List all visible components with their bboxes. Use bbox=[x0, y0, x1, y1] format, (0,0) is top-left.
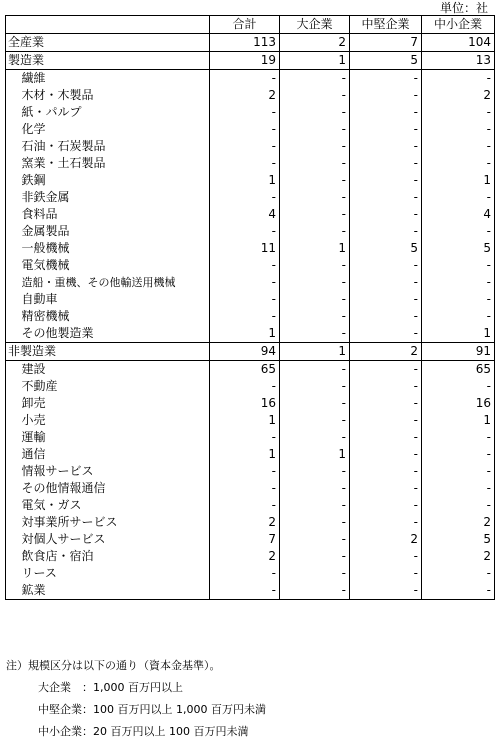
table-row bbox=[6, 429, 495, 446]
large-cell: - bbox=[280, 463, 350, 480]
industry-label: 一般機械 bbox=[20, 240, 210, 257]
industry-label: 石油・石炭製品 bbox=[20, 138, 210, 155]
small-cell: - bbox=[422, 378, 495, 395]
table-row bbox=[6, 343, 495, 361]
header-total: 合計 bbox=[210, 16, 280, 34]
small-cell: 2 bbox=[422, 87, 495, 104]
total-cell: 19 bbox=[210, 52, 280, 70]
large-cell: 2 bbox=[280, 34, 350, 52]
industry-label: 飲食店・宿泊 bbox=[20, 548, 210, 565]
table-row bbox=[6, 70, 495, 88]
total-cell: - bbox=[210, 565, 280, 582]
table-row bbox=[6, 565, 495, 582]
small-cell: 4 bbox=[422, 206, 495, 223]
medium-cell: - bbox=[350, 70, 422, 88]
header-medium: 中堅企業 bbox=[350, 16, 422, 34]
note-heading: 注）規模区分は以下の通り（資本金基準）。 bbox=[6, 659, 221, 672]
table-row bbox=[6, 463, 495, 480]
indent-cell bbox=[6, 121, 20, 138]
small-cell: 91 bbox=[422, 343, 495, 361]
large-cell: - bbox=[280, 206, 350, 223]
table-row bbox=[6, 257, 495, 274]
small-cell: - bbox=[422, 155, 495, 172]
medium-cell: - bbox=[350, 429, 422, 446]
indent-cell bbox=[6, 325, 20, 343]
total-cell: 1 bbox=[210, 172, 280, 189]
table-row bbox=[6, 531, 495, 548]
indent-cell bbox=[6, 240, 20, 257]
industry-label: 情報サービス bbox=[20, 463, 210, 480]
total-cell: 1 bbox=[210, 446, 280, 463]
small-cell: - bbox=[422, 138, 495, 155]
large-cell: - bbox=[280, 325, 350, 343]
company-count-table bbox=[5, 15, 495, 600]
total-cell: - bbox=[210, 429, 280, 446]
table-row bbox=[6, 480, 495, 497]
medium-cell: - bbox=[350, 514, 422, 531]
medium-cell: - bbox=[350, 582, 422, 600]
table-body bbox=[6, 34, 495, 600]
total-cell: - bbox=[210, 582, 280, 600]
note-line-medium: 中堅企業：100 百万円以上 1,000 百万円未満 bbox=[38, 703, 266, 716]
industry-label: 対事業所サービス bbox=[20, 514, 210, 531]
large-cell: - bbox=[280, 70, 350, 88]
total-cell: 2 bbox=[210, 514, 280, 531]
industry-label: その他情報通信 bbox=[20, 480, 210, 497]
total-cell: - bbox=[210, 463, 280, 480]
table-row bbox=[6, 274, 495, 291]
large-cell: - bbox=[280, 548, 350, 565]
industry-label: 電気・ガス bbox=[20, 497, 210, 514]
small-cell: 2 bbox=[422, 548, 495, 565]
total-cell: 65 bbox=[210, 361, 280, 379]
total-cell: 4 bbox=[210, 206, 280, 223]
medium-cell: 5 bbox=[350, 240, 422, 257]
indent-cell bbox=[6, 565, 20, 582]
indent-cell bbox=[6, 291, 20, 308]
total-cell: - bbox=[210, 189, 280, 206]
medium-cell: - bbox=[350, 548, 422, 565]
total-cell: 113 bbox=[210, 34, 280, 52]
industry-label: 卸売 bbox=[20, 395, 210, 412]
total-cell: 11 bbox=[210, 240, 280, 257]
medium-cell: - bbox=[350, 480, 422, 497]
indent-cell bbox=[6, 378, 20, 395]
indent-cell bbox=[6, 206, 20, 223]
large-cell: - bbox=[280, 291, 350, 308]
header-blank bbox=[6, 16, 210, 34]
large-cell: - bbox=[280, 531, 350, 548]
large-cell: - bbox=[280, 480, 350, 497]
indent-cell bbox=[6, 361, 20, 379]
large-cell: 1 bbox=[280, 52, 350, 70]
medium-cell: 7 bbox=[350, 34, 422, 52]
total-cell: - bbox=[210, 223, 280, 240]
table-row bbox=[6, 412, 495, 429]
small-cell: - bbox=[422, 429, 495, 446]
industry-label: その他製造業 bbox=[20, 325, 210, 343]
note-line-small: 中小企業：20 百万円以上 100 百万円未満 bbox=[38, 725, 249, 738]
large-cell: - bbox=[280, 121, 350, 138]
total-cell: 94 bbox=[210, 343, 280, 361]
industry-label: 非鉄金属 bbox=[20, 189, 210, 206]
table-row bbox=[6, 52, 495, 70]
table-row bbox=[6, 291, 495, 308]
header-small: 中小企業 bbox=[422, 16, 495, 34]
notes bbox=[6, 658, 266, 740]
small-cell: 104 bbox=[422, 34, 495, 52]
total-cell: - bbox=[210, 378, 280, 395]
small-cell: - bbox=[422, 446, 495, 463]
medium-cell: - bbox=[350, 274, 422, 291]
medium-cell: - bbox=[350, 172, 422, 189]
indent-cell bbox=[6, 223, 20, 240]
large-cell: - bbox=[280, 138, 350, 155]
large-cell: - bbox=[280, 565, 350, 582]
industry-label: 鉄鋼 bbox=[20, 172, 210, 189]
medium-cell: - bbox=[350, 361, 422, 379]
medium-cell: - bbox=[350, 325, 422, 343]
small-cell: 1 bbox=[422, 412, 495, 429]
medium-cell: 2 bbox=[350, 343, 422, 361]
industry-label: 窯業・土石製品 bbox=[20, 155, 210, 172]
header-row bbox=[6, 16, 495, 34]
medium-cell: - bbox=[350, 412, 422, 429]
total-cell: - bbox=[210, 155, 280, 172]
industry-label: 電気機械 bbox=[20, 257, 210, 274]
table-row bbox=[6, 172, 495, 189]
table-row bbox=[6, 548, 495, 565]
large-cell: - bbox=[280, 378, 350, 395]
indent-cell bbox=[6, 189, 20, 206]
table-row bbox=[6, 34, 495, 52]
small-cell: - bbox=[422, 582, 495, 600]
small-cell: - bbox=[422, 223, 495, 240]
indent-cell bbox=[6, 429, 20, 446]
industry-label: 建設 bbox=[20, 361, 210, 379]
large-cell: - bbox=[280, 429, 350, 446]
industry-label: 繊維 bbox=[20, 70, 210, 88]
industry-label: 食料品 bbox=[20, 206, 210, 223]
category-label: 非製造業 bbox=[6, 343, 210, 361]
total-cell: - bbox=[210, 138, 280, 155]
large-cell: 1 bbox=[280, 446, 350, 463]
total-cell: - bbox=[210, 497, 280, 514]
total-cell: - bbox=[210, 291, 280, 308]
small-cell: - bbox=[422, 257, 495, 274]
table-row bbox=[6, 497, 495, 514]
total-cell: 2 bbox=[210, 548, 280, 565]
total-cell: 1 bbox=[210, 412, 280, 429]
indent-cell bbox=[6, 104, 20, 121]
category-label: 製造業 bbox=[6, 52, 210, 70]
total-cell: - bbox=[210, 308, 280, 325]
industry-label: 精密機械 bbox=[20, 308, 210, 325]
medium-cell: - bbox=[350, 565, 422, 582]
small-cell: - bbox=[422, 291, 495, 308]
small-cell: - bbox=[422, 480, 495, 497]
small-cell: 1 bbox=[422, 172, 495, 189]
indent-cell bbox=[6, 308, 20, 325]
large-cell: - bbox=[280, 104, 350, 121]
table-row bbox=[6, 582, 495, 600]
industry-label: 不動産 bbox=[20, 378, 210, 395]
medium-cell: - bbox=[350, 378, 422, 395]
industry-label: 金属製品 bbox=[20, 223, 210, 240]
large-cell: 1 bbox=[280, 343, 350, 361]
industry-label: 対個人サービス bbox=[20, 531, 210, 548]
medium-cell: 2 bbox=[350, 531, 422, 548]
table-row bbox=[6, 104, 495, 121]
table-row bbox=[6, 325, 495, 343]
total-cell: 2 bbox=[210, 87, 280, 104]
industry-label: 化学 bbox=[20, 121, 210, 138]
table-row bbox=[6, 361, 495, 379]
medium-cell: - bbox=[350, 497, 422, 514]
medium-cell: - bbox=[350, 446, 422, 463]
large-cell: - bbox=[280, 172, 350, 189]
large-cell: - bbox=[280, 497, 350, 514]
large-cell: - bbox=[280, 223, 350, 240]
small-cell: 13 bbox=[422, 52, 495, 70]
table-row bbox=[6, 138, 495, 155]
industry-label: 造船・重機、その他輸送用機械 bbox=[20, 274, 210, 291]
medium-cell: - bbox=[350, 395, 422, 412]
indent-cell bbox=[6, 395, 20, 412]
small-cell: 5 bbox=[422, 240, 495, 257]
table-row bbox=[6, 189, 495, 206]
table-row bbox=[6, 446, 495, 463]
small-cell: 16 bbox=[422, 395, 495, 412]
indent-cell bbox=[6, 446, 20, 463]
indent-cell bbox=[6, 531, 20, 548]
indent-cell bbox=[6, 582, 20, 600]
medium-cell: - bbox=[350, 308, 422, 325]
industry-label: 通信 bbox=[20, 446, 210, 463]
unit-label: 単位：社 bbox=[439, 1, 488, 15]
medium-cell: - bbox=[350, 138, 422, 155]
total-cell: 7 bbox=[210, 531, 280, 548]
large-cell: - bbox=[280, 274, 350, 291]
small-cell: - bbox=[422, 565, 495, 582]
large-cell: - bbox=[280, 189, 350, 206]
total-cell: - bbox=[210, 257, 280, 274]
small-cell: - bbox=[422, 189, 495, 206]
large-cell: - bbox=[280, 395, 350, 412]
medium-cell: - bbox=[350, 121, 422, 138]
industry-label: リース bbox=[20, 565, 210, 582]
table-row bbox=[6, 87, 495, 104]
small-cell: 5 bbox=[422, 531, 495, 548]
industry-label: 紙・パルプ bbox=[20, 104, 210, 121]
indent-cell bbox=[6, 257, 20, 274]
industry-label: 木材・木製品 bbox=[20, 87, 210, 104]
small-cell: 1 bbox=[422, 325, 495, 343]
small-cell: 2 bbox=[422, 514, 495, 531]
indent-cell bbox=[6, 87, 20, 104]
total-cell: - bbox=[210, 104, 280, 121]
large-cell: - bbox=[280, 155, 350, 172]
total-cell: - bbox=[210, 480, 280, 497]
large-cell: - bbox=[280, 412, 350, 429]
small-cell: - bbox=[422, 274, 495, 291]
large-cell: - bbox=[280, 87, 350, 104]
indent-cell bbox=[6, 514, 20, 531]
table-row bbox=[6, 223, 495, 240]
industry-label: 鉱業 bbox=[20, 582, 210, 600]
note-line-large: 大企業 ：1,000 百万円以上 bbox=[38, 681, 183, 694]
medium-cell: - bbox=[350, 291, 422, 308]
indent-cell bbox=[6, 172, 20, 189]
table-row bbox=[6, 206, 495, 223]
medium-cell: 5 bbox=[350, 52, 422, 70]
indent-cell bbox=[6, 412, 20, 429]
table-row bbox=[6, 121, 495, 138]
table-row bbox=[6, 514, 495, 531]
medium-cell: - bbox=[350, 257, 422, 274]
indent-cell bbox=[6, 480, 20, 497]
medium-cell: - bbox=[350, 87, 422, 104]
large-cell: - bbox=[280, 514, 350, 531]
medium-cell: - bbox=[350, 189, 422, 206]
indent-cell bbox=[6, 70, 20, 88]
small-cell: - bbox=[422, 104, 495, 121]
table-row bbox=[6, 395, 495, 412]
category-label: 全産業 bbox=[6, 34, 210, 52]
small-cell: - bbox=[422, 497, 495, 514]
medium-cell: - bbox=[350, 463, 422, 480]
header-large: 大企業 bbox=[280, 16, 350, 34]
table-row bbox=[6, 308, 495, 325]
industry-label: 運輸 bbox=[20, 429, 210, 446]
table-row bbox=[6, 240, 495, 257]
total-cell: - bbox=[210, 274, 280, 291]
medium-cell: - bbox=[350, 104, 422, 121]
indent-cell bbox=[6, 155, 20, 172]
industry-label: 小売 bbox=[20, 412, 210, 429]
indent-cell bbox=[6, 274, 20, 291]
total-cell: - bbox=[210, 70, 280, 88]
indent-cell bbox=[6, 463, 20, 480]
large-cell: - bbox=[280, 308, 350, 325]
large-cell: - bbox=[280, 582, 350, 600]
total-cell: 1 bbox=[210, 325, 280, 343]
indent-cell bbox=[6, 138, 20, 155]
indent-cell bbox=[6, 548, 20, 565]
small-cell: - bbox=[422, 308, 495, 325]
small-cell: - bbox=[422, 121, 495, 138]
medium-cell: - bbox=[350, 223, 422, 240]
large-cell: - bbox=[280, 361, 350, 379]
large-cell: - bbox=[280, 257, 350, 274]
medium-cell: - bbox=[350, 155, 422, 172]
total-cell: - bbox=[210, 121, 280, 138]
small-cell: 65 bbox=[422, 361, 495, 379]
indent-cell bbox=[6, 497, 20, 514]
large-cell: 1 bbox=[280, 240, 350, 257]
medium-cell: - bbox=[350, 206, 422, 223]
small-cell: - bbox=[422, 70, 495, 88]
small-cell: - bbox=[422, 463, 495, 480]
total-cell: 16 bbox=[210, 395, 280, 412]
table-row bbox=[6, 378, 495, 395]
table-row bbox=[6, 155, 495, 172]
industry-label: 自動車 bbox=[20, 291, 210, 308]
